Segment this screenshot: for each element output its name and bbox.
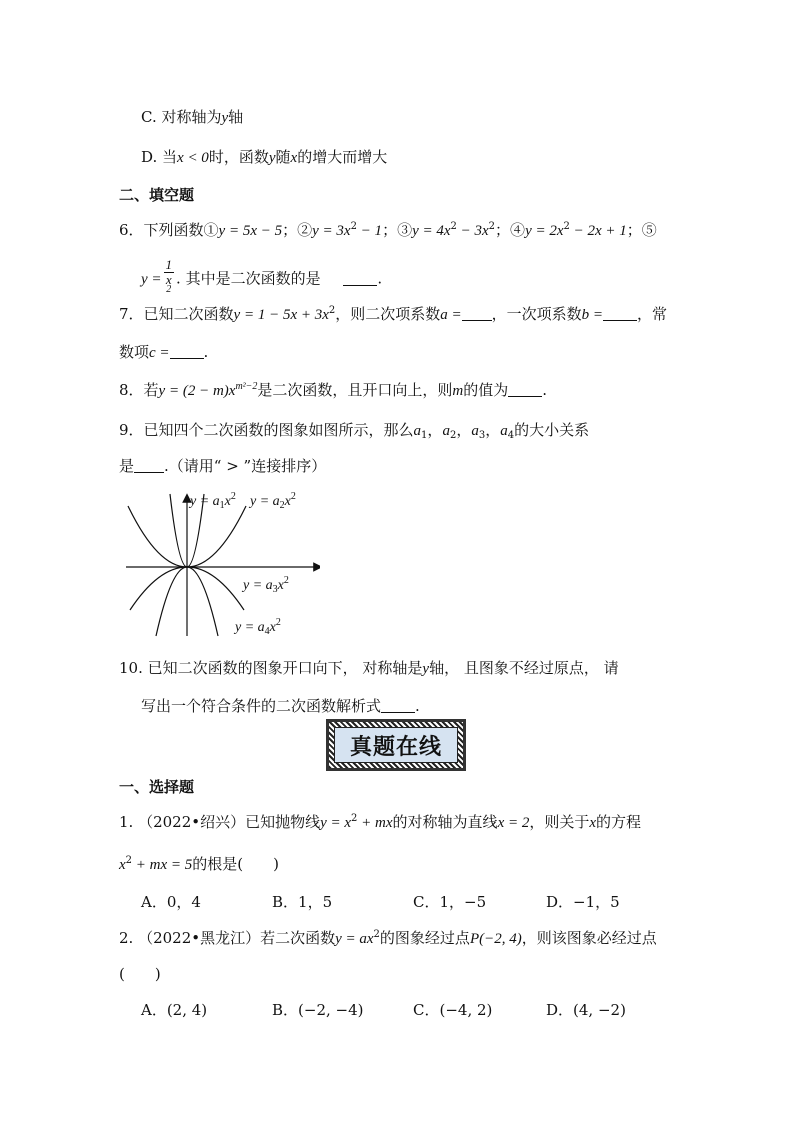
problem-1-option-a[interactable]: A．0，4 [141, 893, 201, 911]
answer-blank[interactable] [170, 344, 204, 359]
question-6-cont: y = 1 x $^2$ . 其中是二次函数的是 . [141, 258, 382, 301]
label-a3: $y = a_3x^2$ [243, 575, 289, 595]
section-choice-heading: 一、选择题 [119, 778, 195, 796]
answer-blank[interactable] [508, 382, 542, 397]
question-6: 6．下列函数①y = 5x − 5；②y = $3x^2 - 1$；③y = $4x^2 - 3x^2$；④y = $2x^2 - 2x + 1$；⑤ [119, 221, 657, 239]
option-d: D. 当x < 0时，函数y随x的增大而增大 [141, 148, 388, 166]
problem-1-option-d[interactable]: D．−1，5 [546, 893, 620, 911]
label-a2: $y = a_2x^2$ [250, 491, 296, 511]
question-10: 10. 已知二次函数的图象开口向下， 对称轴是y轴， 且图象不经过原点， 请 [119, 659, 619, 677]
question-9-cont: 是 .（请用“ > ”连接排序） [119, 457, 327, 475]
option-c: C. 对称轴为y轴 [141, 108, 244, 126]
problem-2-option-b[interactable]: B．(−2, −4) [272, 1001, 364, 1019]
problem-1: 1. （2022•绍兴）已知抛物线$y = x^2$ + mx的对称轴为直线x = 2，则关于x的方程 [119, 813, 642, 831]
answer-blank[interactable] [134, 458, 164, 473]
problem-2-option-c[interactable]: C．(−4, 2) [413, 1001, 493, 1019]
problem-1-option-c[interactable]: C．1，−5 [413, 893, 487, 911]
question-10-cont: 写出一个符合条件的二次函数解析式 . [141, 697, 420, 715]
problem-2-cont: ( ) [119, 965, 161, 983]
answer-blank[interactable] [603, 306, 637, 321]
problem-2-option-d[interactable]: D．(4, −2) [546, 1001, 626, 1019]
section-fill-heading: 二、填空题 [119, 186, 195, 204]
answer-blank[interactable] [462, 306, 492, 321]
answer-blank[interactable] [343, 271, 377, 286]
question-9: 9．已知四个二次函数的图象如图所示，那么$a_1$，$a_2$，$a_3$，$a_4$的大小关系 [119, 421, 590, 441]
banner-title: 真题在线 [334, 727, 458, 763]
label-a4: $y = a_4x^2$ [235, 617, 281, 637]
question-8: 8．若$y = (2 - m)x^{m^2-2}$是二次函数，且开口向上，则m的值为 . [119, 381, 548, 399]
problem-2-option-a[interactable]: A．(2, 4) [141, 1001, 208, 1019]
problem-1-option-b[interactable]: B．1，5 [272, 893, 333, 911]
label-a1: $y = a_1x^2$ [190, 491, 236, 511]
problem-2: 2. （2022•黑龙江）若二次函数$y = ax^2$的图象经过点P(−2, 4)，则该图象必经过点 [119, 929, 657, 947]
answer-blank[interactable] [381, 698, 415, 713]
section-banner [326, 719, 466, 771]
problem-1-cont: $x^2$ + mx = 5的根是( ) [119, 855, 279, 873]
parabola-figure [120, 490, 320, 640]
question-7: 7．已知二次函数$y = 1 - 5x + 3x^2$，则二次项系数a = ，一次项系数b = ，常 [119, 305, 668, 323]
fraction: 1 x $^2$ [165, 257, 173, 295]
question-7-cont: 数项c = . [119, 343, 209, 361]
